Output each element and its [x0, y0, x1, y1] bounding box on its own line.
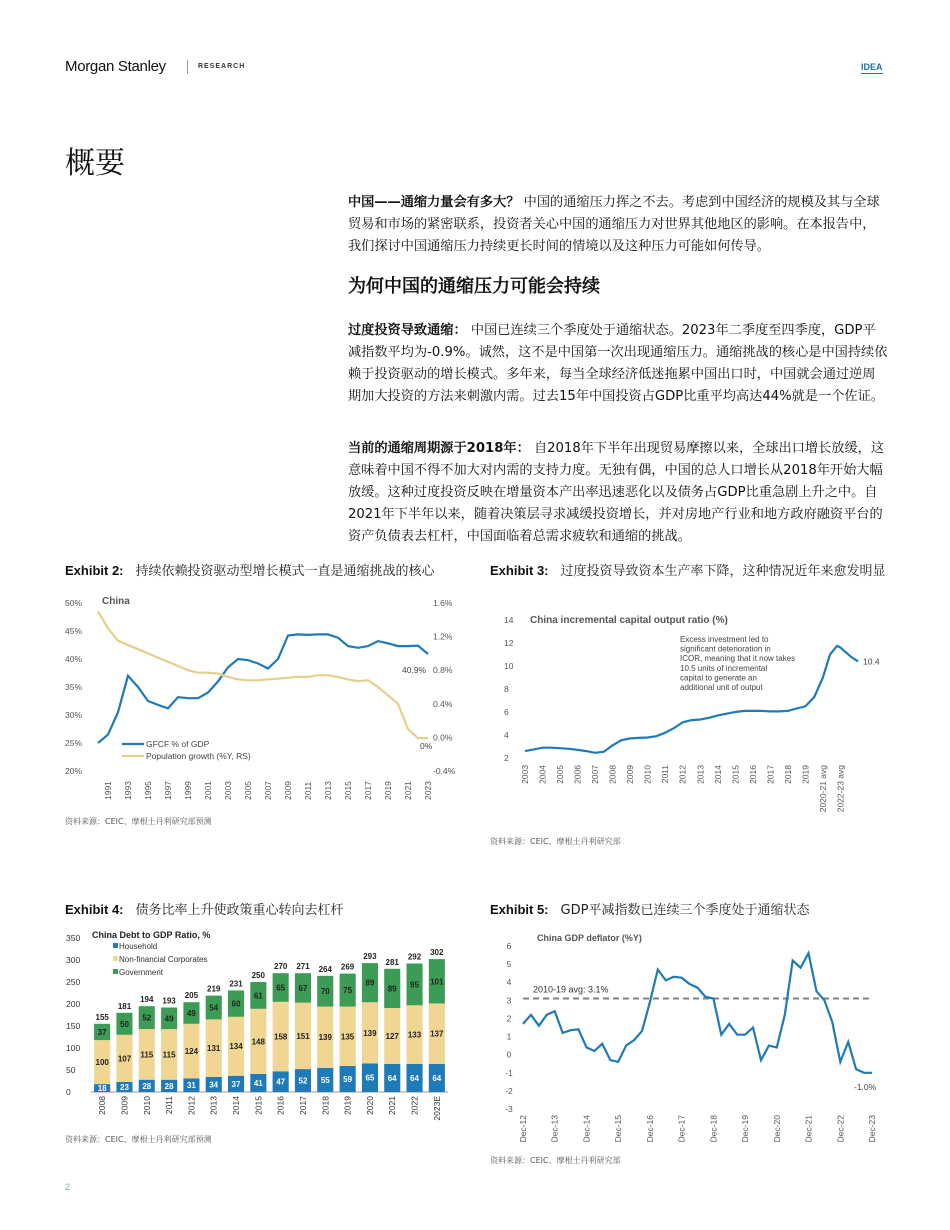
bar-value-label: 52: [298, 1076, 308, 1086]
x-axis-tick: Dec-22: [835, 1115, 846, 1143]
y-axis-tick: 6: [504, 707, 509, 717]
exhibit-4-caption: 债务比率上升使政策重心转向去杠杆: [135, 903, 344, 918]
x-axis-tick: 2010: [141, 1096, 152, 1115]
bar-value-label: 139: [318, 1033, 332, 1043]
x-axis-tick: Dec-19: [740, 1115, 751, 1143]
x-axis-tick: 2010: [642, 765, 653, 784]
bar-value-label: 52: [142, 1013, 152, 1023]
annotation-line: 10.5 units of incremental: [680, 663, 768, 673]
x-axis-tick: 1995: [143, 781, 153, 800]
x-axis-tick: 2023: [423, 781, 433, 800]
x-axis-tick: 2012: [677, 765, 688, 784]
x-axis-tick: 2014: [712, 765, 723, 784]
chart-debt-to-gdp: [60, 925, 470, 1130]
end-value-label: -1.0%: [854, 1081, 877, 1092]
bar-value-label: 28: [164, 1081, 174, 1091]
x-axis-tick: 2003: [520, 765, 530, 784]
bar-total-label: 302: [430, 948, 444, 958]
bar-total-label: 271: [296, 962, 310, 972]
bar-total-label: 219: [207, 984, 221, 994]
bar-value-label: 115: [162, 1050, 176, 1060]
exhibit-5-caption: GDP平减指数已连续三个季度处于通缩状态: [560, 903, 810, 918]
brand-logo: Morgan Stanley: [65, 58, 166, 75]
bar-total-label: 194: [140, 995, 154, 1005]
bar-value-label: 101: [430, 977, 444, 987]
x-axis-tick: 2001: [203, 781, 213, 800]
x-axis-tick: 2004: [537, 765, 548, 784]
legend-label: Population growth (%Y, RS): [146, 751, 251, 761]
bar-value-label: 59: [343, 1075, 353, 1084]
bar-total-label: 292: [407, 952, 422, 962]
bar-value-label: 131: [207, 1044, 221, 1054]
x-axis-tick: 2011: [303, 781, 313, 800]
y-axis-tick: 1: [506, 1031, 512, 1042]
y-axis-tick: 2: [506, 1013, 512, 1024]
y-axis-tick: 4: [504, 730, 509, 740]
annotation-line: significant deterioration in: [680, 644, 771, 654]
x-axis-tick: 2003: [223, 781, 233, 800]
para2-lead: 当前的通缩周期源于2018年：: [348, 441, 530, 456]
x-axis-tick: 2020-21 avg: [817, 765, 828, 813]
exhibit-3-caption: 过度投资导致资本生产率下降，这种情况近年来愈发明显: [560, 564, 886, 579]
right-axis-tick: 0.4%: [433, 698, 453, 709]
bar-value-label: 158: [274, 1032, 288, 1042]
bar-value-label: 37: [97, 1027, 107, 1037]
idea-tag: IDEA: [861, 62, 883, 72]
y-axis-tick: 3: [506, 995, 512, 1006]
y-axis-tick: 14: [504, 615, 514, 625]
bar-value-label: 139: [363, 1028, 377, 1038]
x-axis-tick: 2015: [253, 1096, 264, 1115]
x-axis-tick: 2019: [342, 1096, 353, 1115]
bar-total-label: 293: [363, 952, 377, 962]
y-axis-tick: 12: [504, 638, 514, 648]
exhibit-3-number: Exhibit 3:: [490, 563, 549, 578]
x-axis-tick: 2022: [409, 1096, 420, 1115]
y-axis-tick: 50: [66, 1065, 76, 1075]
y-axis-tick: 10: [504, 661, 514, 671]
bar-value-label: 67: [298, 983, 308, 993]
exhibit-4-source: 资料来源：CEIC、摩根士丹利研究部预测: [65, 1135, 212, 1144]
y-axis-tick: 8: [504, 684, 509, 694]
legend-label: GFCF % of GDP: [146, 739, 210, 749]
bar-value-label: 49: [186, 1009, 196, 1018]
exhibit-2-source: 资料来源：CEIC、摩根士丹利研究部预测: [65, 817, 212, 826]
intro-lead: 中国——通缩力量会有多大？: [348, 195, 520, 210]
bar-value-label: 95: [410, 980, 419, 990]
x-axis-tick: 2005: [243, 781, 253, 800]
annotation-line: capital to generate an: [680, 673, 757, 683]
bar-value-label: 31: [186, 1081, 196, 1091]
x-axis-tick: 2017: [765, 765, 776, 784]
left-axis-tick: 30%: [65, 710, 83, 720]
bar-value-label: 64: [410, 1073, 419, 1083]
x-axis-tick: Dec-21: [803, 1115, 814, 1143]
bar-value-label: 64: [387, 1073, 397, 1083]
intro-text: 中国的通缩压力挥之不去。考虑到中国经济的规模及其与全球贸易和市场的紧密联系，投资者关心中国的通缩压力对世界其他地区的影响。在本报告中，我们探讨中国通缩压力持续更长时间的情境以及这种压力可能如何传导。: [348, 195, 880, 254]
left-axis-tick: 45%: [65, 626, 83, 636]
bar-value-label: 34: [209, 1080, 219, 1090]
legend-label: Non-financial Corporates: [119, 955, 208, 964]
x-axis-tick: 2017: [363, 781, 373, 800]
section-heading: 为何中国的通缩压力可能会持续: [348, 276, 600, 297]
left-axis-tick: 20%: [65, 766, 83, 776]
bar-value-label: 137: [430, 1029, 444, 1039]
bar-value-label: 135: [340, 1032, 355, 1042]
average-label: 2010-19 avg: 3.1%: [533, 984, 609, 995]
bar-value-label: 60: [231, 999, 241, 1009]
bar-value-label: 75: [343, 986, 353, 996]
left-axis-tick: 35%: [65, 682, 83, 692]
x-axis-tick: 1991: [103, 781, 113, 800]
x-axis-tick: Dec-18: [708, 1115, 719, 1143]
bar-value-label: 107: [117, 1054, 132, 1064]
legend-swatch: [113, 943, 118, 948]
y-axis-tick: 150: [66, 1021, 81, 1031]
x-axis-tick: 2011: [660, 765, 671, 784]
x-axis-tick: 2018: [320, 1096, 331, 1115]
bar-total-label: 269: [340, 962, 355, 972]
legend-label: Household: [119, 942, 158, 951]
x-axis-tick: 1997: [163, 781, 173, 800]
y-axis-tick: -3: [505, 1104, 513, 1114]
x-axis-tick: 2006: [572, 765, 583, 784]
exhibit-4-number: Exhibit 4:: [65, 902, 124, 917]
bar-value-label: 65: [365, 1073, 375, 1083]
left-axis-tick: 50%: [65, 598, 83, 608]
chart-title: China GDP deflator (%Y): [537, 933, 642, 943]
y-axis-tick: 300: [66, 955, 81, 965]
y-axis-tick: 0: [66, 1087, 71, 1097]
exhibit-4-title: [65, 899, 475, 922]
intro-paragraph: [348, 192, 888, 258]
bar-value-label: 61: [253, 991, 263, 1001]
y-axis-tick: 0: [506, 1049, 512, 1060]
bar-value-label: 89: [387, 984, 397, 994]
x-axis-tick: Dec-17: [676, 1115, 687, 1143]
x-axis-tick: 2012: [186, 1096, 197, 1115]
y-axis-tick: 250: [66, 977, 81, 987]
y-axis-tick: 200: [66, 999, 81, 1009]
bar-value-label: 47: [276, 1077, 286, 1087]
exhibit-2-title: [65, 560, 475, 583]
x-axis-tick: Dec-15: [613, 1115, 624, 1143]
bar-value-label: 64: [432, 1073, 442, 1083]
right-axis-tick: -0.4%: [433, 766, 456, 776]
chart-icor: [490, 605, 890, 830]
page-number: 2: [65, 1182, 71, 1192]
paragraph-deflation-cycle: [348, 438, 888, 548]
chart-title: China: [102, 596, 130, 607]
x-axis-tick: Dec-20: [771, 1115, 782, 1143]
end-value-label: 10.4: [863, 656, 880, 667]
left-axis-tick: 40%: [65, 654, 83, 664]
x-axis-tick: 2015: [343, 781, 353, 800]
division-label: RESEARCH: [198, 63, 246, 70]
bar-value-label: 50: [120, 1019, 129, 1029]
x-axis-tick: 2008: [607, 765, 618, 784]
bar-total-label: 205: [184, 991, 199, 1001]
x-axis-tick: 2023E: [431, 1096, 442, 1121]
x-axis-tick: 1993: [123, 781, 133, 800]
y-axis-tick: 4: [506, 977, 512, 988]
bar-value-label: 151: [296, 1031, 310, 1041]
legend-swatch: [113, 969, 118, 974]
bar-value-label: 23: [120, 1082, 129, 1092]
bar-value-label: 55: [320, 1075, 330, 1085]
chart-population-gfcf: [60, 590, 470, 815]
bar-value-label: 127: [385, 1031, 399, 1041]
para1-text: 中国已连续三个季度处于通缩状态。2023年二季度至四季度，GDP平减指数平均为-0.9%。诚然，这不是中国第一次出现通缩压力。通缩挑战的核心是中国持续依赖于投资驱动的增长模式。多年来，每当全球经济低迷拖累中国出口时，中国就会通过逆周期加大投资的方法来刺激内需。过去15年中国投资占GDP比重平均高达44%就是一个佐证。: [348, 323, 888, 404]
x-axis-tick: 2016: [275, 1096, 286, 1115]
x-axis-tick: 2009: [625, 765, 636, 784]
x-axis-tick: 2005: [555, 765, 566, 784]
exhibit-3-title: [490, 560, 890, 583]
chart-title: China incremental capital output ratio (%): [530, 615, 728, 626]
bar-value-label: 133: [407, 1030, 422, 1040]
bar-total-label: 181: [117, 1001, 132, 1011]
bar-value-label: 28: [142, 1081, 152, 1091]
population-end-label: 0%: [420, 741, 433, 751]
annotation-line: ICOR, meaning that it now takes: [680, 654, 796, 664]
bar-total-label: 264: [318, 964, 332, 974]
x-axis-tick: 2017: [298, 1096, 308, 1115]
x-axis-tick: 2021: [403, 781, 413, 800]
x-axis-tick: Dec-13: [549, 1115, 560, 1143]
x-axis-tick: Dec-14: [581, 1115, 592, 1143]
x-axis-tick: 2020: [364, 1096, 375, 1115]
y-axis-tick: 350: [66, 933, 81, 943]
bar-value-label: 70: [320, 987, 330, 997]
x-axis-tick: 2014: [231, 1096, 241, 1115]
bar-value-label: 41: [253, 1079, 263, 1088]
y-axis-tick: -1: [505, 1067, 513, 1078]
bar-value-label: 49: [164, 1014, 174, 1024]
deflator-line: [523, 953, 872, 1073]
x-axis-tick: Dec-12: [518, 1115, 528, 1143]
bar-value-label: 115: [140, 1050, 154, 1060]
paragraph-overinvestment: [348, 320, 888, 408]
x-axis-tick: 2011: [164, 1096, 175, 1115]
page-title: 概要: [65, 146, 125, 181]
x-axis-tick: 2013: [323, 781, 333, 800]
bar-value-label: 148: [251, 1037, 265, 1047]
exhibit-2-number: Exhibit 2:: [65, 563, 124, 578]
legend-label: Government: [119, 968, 164, 977]
population-line: [98, 611, 428, 738]
exhibit-2-caption: 持续依赖投资驱动型增长模式一直是通缩挑战的核心: [135, 564, 435, 579]
bar-value-label: 54: [209, 1003, 219, 1013]
annotation-line: additional unit of output: [680, 683, 763, 692]
left-axis-tick: 25%: [65, 738, 83, 748]
y-axis-tick: -2: [505, 1085, 513, 1096]
exhibit-5-number: Exhibit 5:: [490, 902, 549, 917]
bar-total-label: 193: [162, 996, 176, 1006]
para1-lead: 过度投资导致通缩：: [348, 323, 467, 338]
x-axis-tick: 2007: [590, 765, 601, 784]
x-axis-tick: 2019: [800, 765, 811, 784]
chart-gdp-deflator: [490, 925, 890, 1150]
chart-title: China Debt to GDP Ratio, %: [92, 930, 211, 940]
x-axis-tick: 1999: [183, 781, 193, 800]
x-axis-tick: 2021: [387, 1096, 398, 1115]
y-axis-tick: 6: [506, 941, 512, 951]
bar-value-label: 18: [97, 1084, 107, 1093]
x-axis-tick: 2015: [730, 765, 741, 784]
right-axis-tick: 1.2%: [433, 631, 453, 642]
x-axis-tick: Dec-23: [867, 1115, 877, 1143]
y-axis-tick: 100: [66, 1043, 81, 1053]
header-divider: [187, 60, 188, 74]
bar-total-label: 231: [229, 979, 243, 989]
bar-value-label: 89: [365, 978, 375, 988]
y-axis-tick: 5: [506, 959, 512, 970]
right-axis-tick: 1.6%: [433, 598, 453, 608]
para2-text: 自2018年下半年出现贸易摩擦以来，全球出口增长放缓，这意味着中国不得不加大对内需的支持力度。无独有偶，中国的总人口增长从2018年开始大幅放缓。这种过度投资反映在增量资本产出率迅速恶化以及债务占GDP比重急剧上升之中。自2021年下半年以来，随着决策层寻求减缓投资增长，并对房地产行业和地方政府融资平台的资产负债表去杠杆，中国面临着总需求疲软和通缩的挑战。: [348, 441, 885, 544]
x-axis-tick: 2008: [97, 1096, 108, 1115]
legend-swatch: [113, 956, 118, 961]
x-axis-tick: 2007: [263, 781, 273, 800]
bar-value-label: 65: [276, 983, 286, 993]
bar-value-label: 100: [95, 1058, 109, 1068]
x-axis-tick: 2013: [208, 1096, 219, 1115]
x-axis-tick: 2009: [119, 1096, 130, 1115]
x-axis-tick: Dec-16: [644, 1115, 655, 1143]
bar-total-label: 270: [274, 962, 288, 972]
x-axis-tick: 2009: [283, 781, 293, 800]
exhibit-3-source: 资料来源：CEIC、摩根士丹利研究部: [490, 837, 621, 846]
annotation-line: Excess investment led to: [680, 635, 769, 644]
bar-value-label: 124: [184, 1047, 199, 1057]
bar-value-label: 134: [229, 1042, 243, 1052]
right-axis-tick: 0.8%: [433, 665, 453, 676]
x-axis-tick: 2018: [782, 765, 793, 784]
bar-total-label: 250: [251, 971, 265, 980]
bar-total-label: 281: [385, 957, 399, 967]
y-axis-tick: 2: [504, 753, 509, 763]
x-axis-tick: 2019: [383, 781, 393, 800]
x-axis-tick: 2022-23 avg: [835, 765, 846, 813]
right-axis-tick: 0.0%: [433, 732, 453, 743]
x-axis-tick: 2016: [747, 765, 758, 784]
bar-value-label: 37: [231, 1079, 241, 1089]
bar-total-label: 155: [95, 1012, 109, 1022]
exhibit-5-source: 资料来源：CEIC、摩根士丹利研究部: [490, 1156, 621, 1165]
x-axis-tick: 2013: [695, 765, 706, 784]
exhibit-5-title: [490, 899, 890, 922]
gfcf-end-label: 40.9%: [402, 665, 427, 675]
